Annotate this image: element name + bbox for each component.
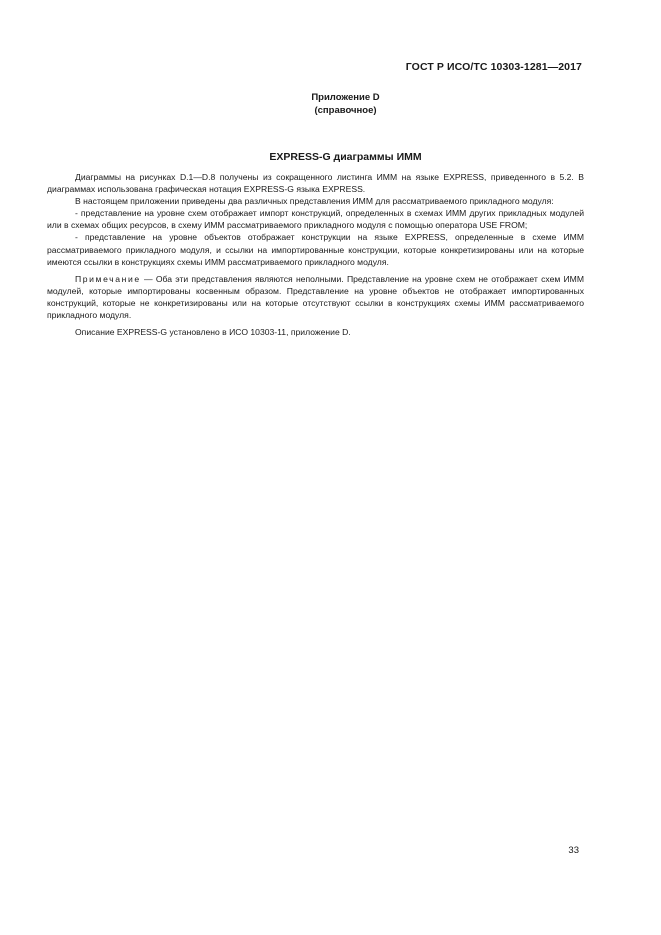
annex-subtitle: (справочное) <box>314 105 377 116</box>
note-label: Примечание <box>75 273 141 284</box>
note-dash: — <box>140 273 156 284</box>
paragraph-express-g-reference: Описание EXPRESS-G установлено в ИСО 10303-11, приложение D. <box>75 327 351 338</box>
annex-title: Приложение D <box>311 92 380 103</box>
note-paragraph <box>47 273 584 321</box>
note-text: Оба эти представления являются неполными. Представление на уровне схем не отображает схем ИММ модулей, которые импортированы косвенным образом. Представление на уровне объектов не отображает импортированных конструкций, которые не конкретизированы или на которые отсутствуют ссылки в конструкциях схемы ИММ рассматриваемого прикладного модуля. <box>47 273 584 321</box>
body-text <box>47 171 584 338</box>
paragraph-entity-level: - представление на уровне объектов отображает конструкции на языке EXPRESS, определенные в схеме ИММ рассматриваемого прикладного модуля, и ссылки на импортированные конструкции, которые конкретизированы или на которые имеются ссылки в конструкциях схемы ИММ рассматриваемого прикладного модуля. <box>47 232 584 267</box>
document-standard-id: ГОСТ Р ИСО/ТС 10303-1281—2017 <box>405 61 582 73</box>
section-title: EXPRESS-G диаграммы ИММ <box>269 151 422 163</box>
paragraph-two-representations: В настоящем приложении приведены два различных представления ИММ для рассматриваемого прикладного модуля: <box>75 196 554 207</box>
paragraph-schema-level: - представление на уровне схем отображает импорт конструкций, определенных в схемах ИММ других прикладных модулей или в схемах общих ресурсов, в схему ИММ рассматриваемого прикладного модуля с помощью оператора USE FROM; <box>47 208 584 231</box>
page-number: 33 <box>568 845 579 856</box>
annex-heading <box>0 91 661 117</box>
paragraph-diagrams-source: Диаграммы на рисунках D.1—D.8 получены из сокращенного листинга ИММ на языке EXPRESS, приведенного в 5.2. В диаграммах использована графическая нотация EXPRESS-G языка EXPRESS. <box>47 172 584 195</box>
